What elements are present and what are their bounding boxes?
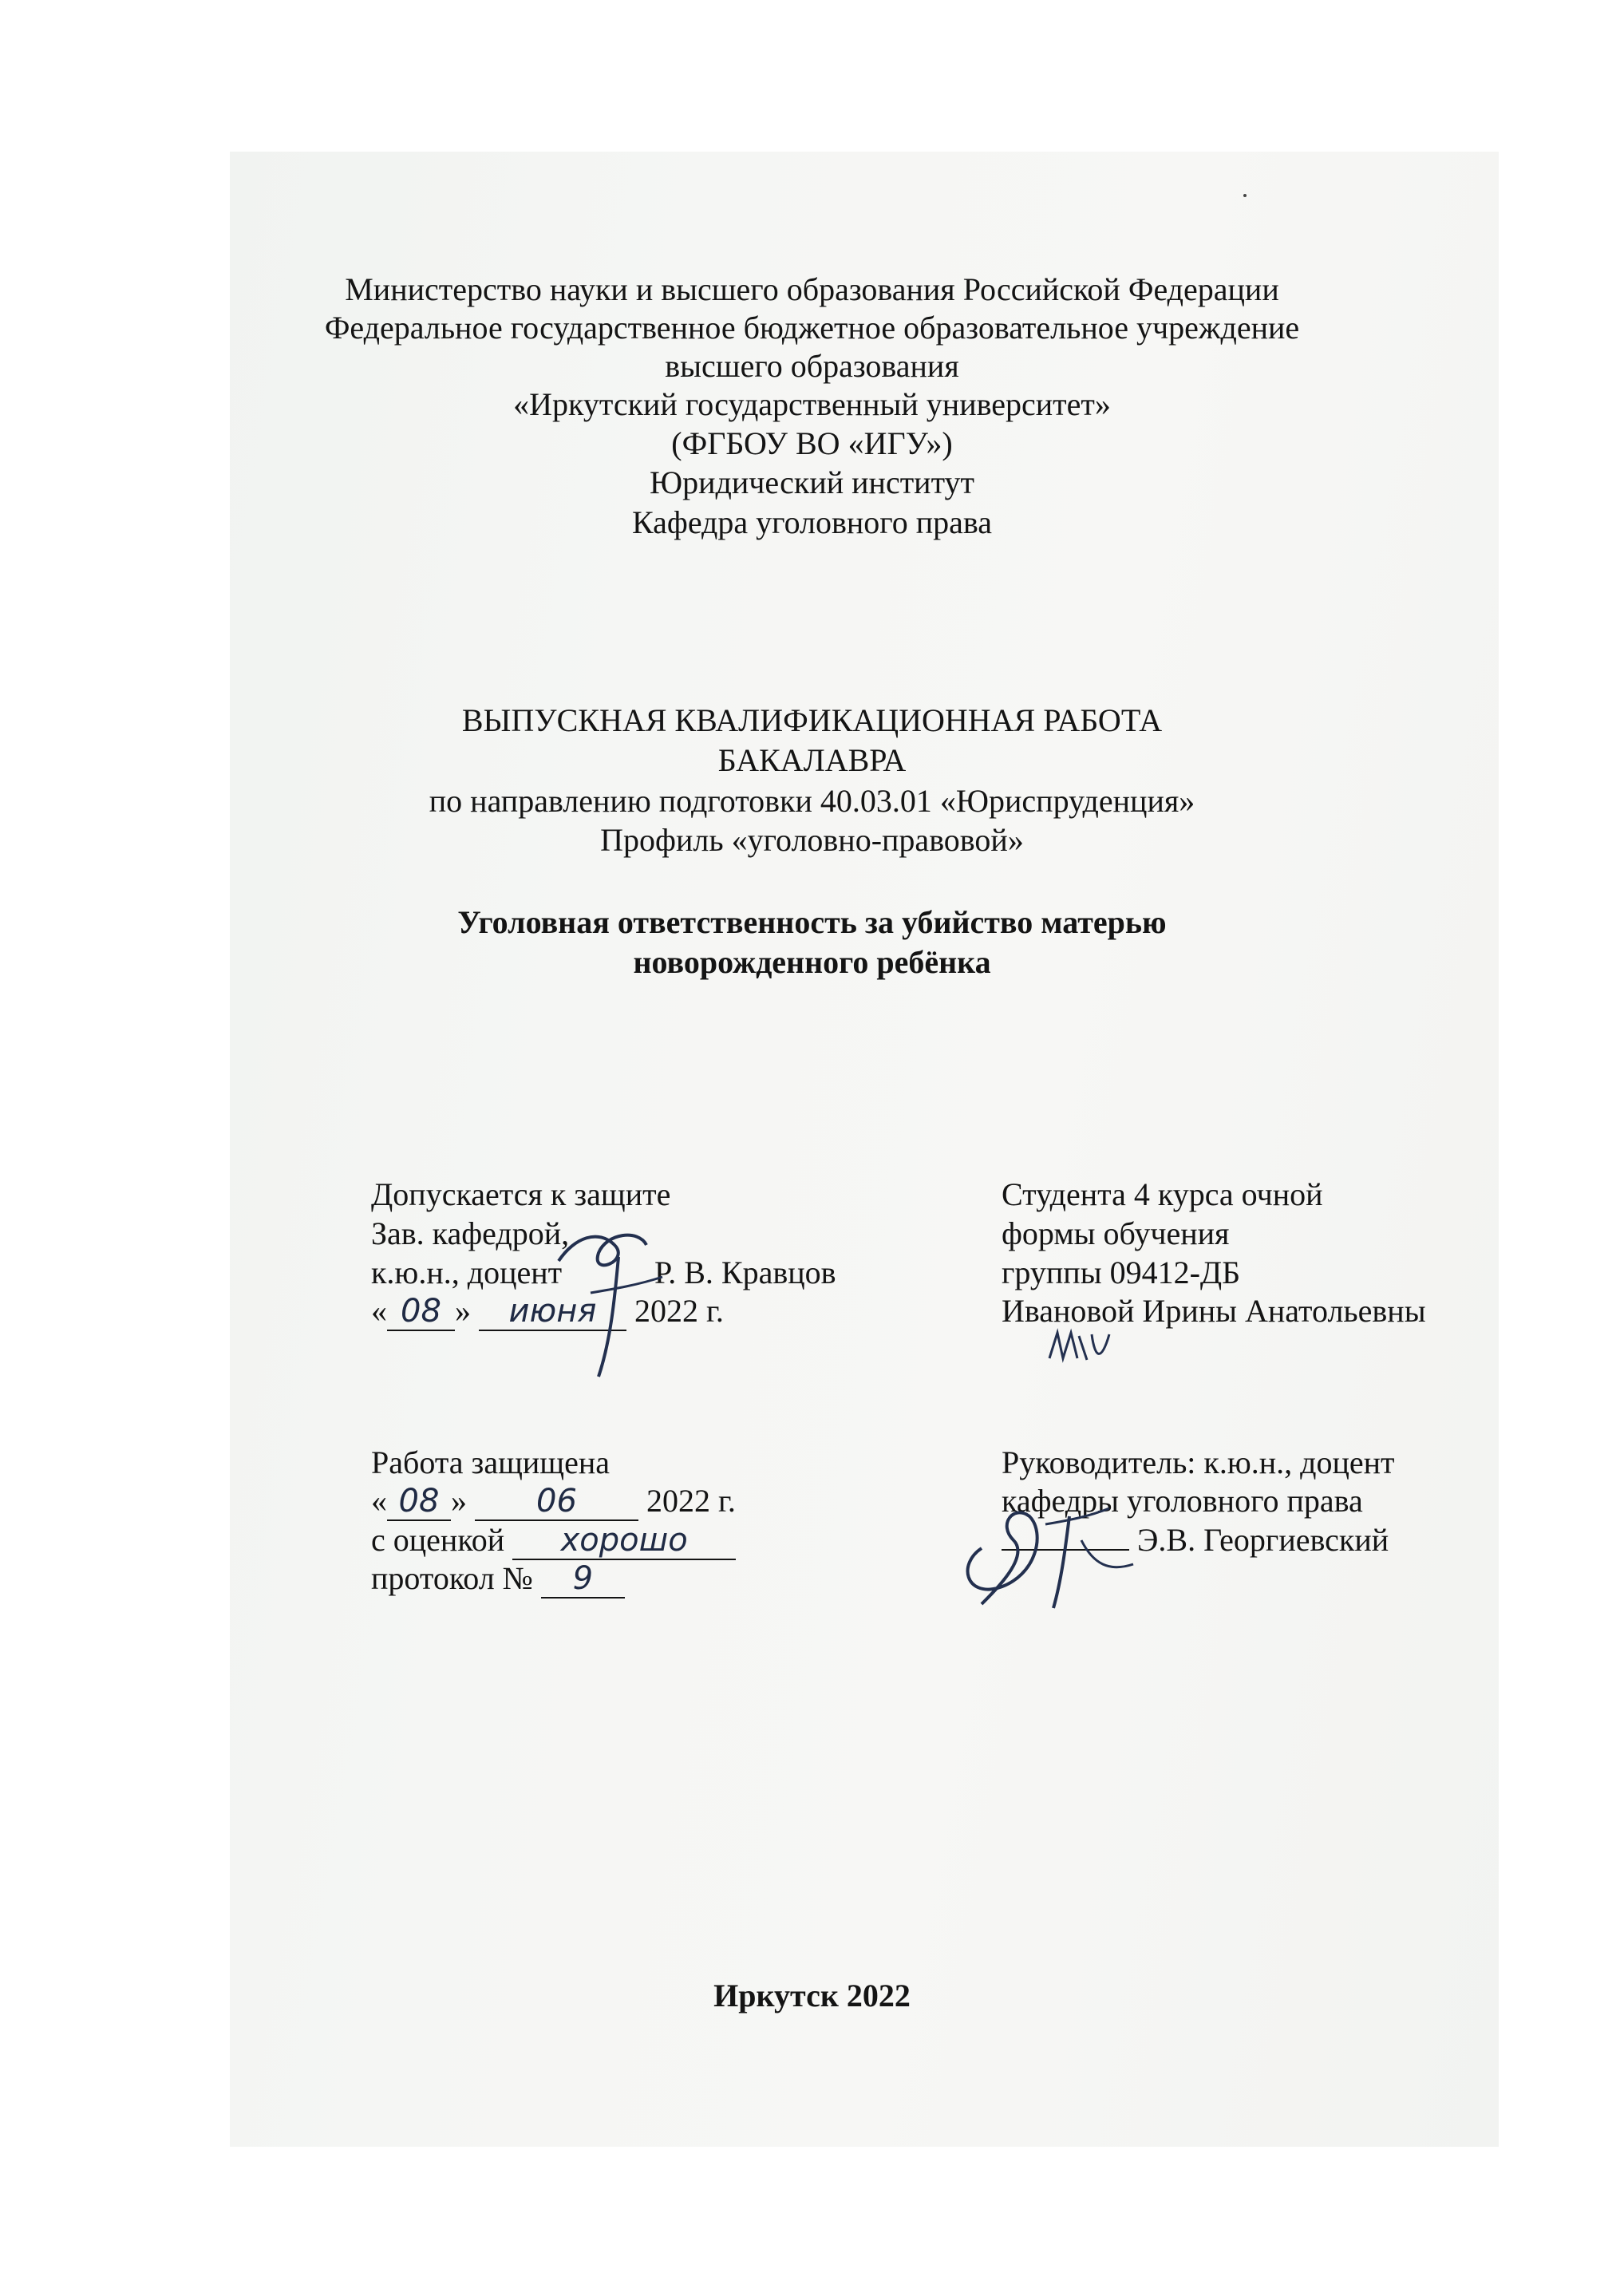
institution-line-2: высшего образования xyxy=(665,348,959,384)
defense-date: « 08 » 06 2022 г. xyxy=(371,1483,736,1519)
grade-value: хорошо xyxy=(512,1522,736,1560)
supervisor-signature xyxy=(950,1492,1157,1612)
city-year: Иркутск 2022 xyxy=(713,1978,911,2013)
speck xyxy=(1243,194,1247,197)
defense-label: Работа защищена xyxy=(371,1444,610,1480)
institute-name: Юридический институт xyxy=(649,464,975,500)
head-name: Р. В. Кравцов xyxy=(654,1255,836,1290)
admission-date: « 08 » июня 2022 г. xyxy=(371,1293,724,1330)
institution-line-1: Федеральное государственное бюджетное образовательное учреждение xyxy=(324,310,1300,346)
university-abbreviation: (ФГБОУ ВО «ИГУ») xyxy=(671,425,953,461)
head-signature xyxy=(543,1221,678,1381)
work-type-line-1: ВЫПУСКНАЯ КВАЛИФИКАЦИОННАЯ РАБОТА xyxy=(461,702,1163,738)
supervisor-name: Э.В. Георгиевский xyxy=(1137,1522,1389,1558)
defense-date-day: 08 xyxy=(387,1483,451,1521)
protocol-line xyxy=(371,1560,625,1599)
supervisor-line-2: кафедры уголовного права xyxy=(1002,1483,1363,1519)
student-line-2: формы обучения xyxy=(1002,1215,1230,1251)
protocol-value: 9 xyxy=(541,1560,625,1599)
ministry-line: Министерство науки и высшего образования Российской Федерации xyxy=(345,271,1279,307)
student-line-1: Студента 4 курса очной xyxy=(1002,1176,1323,1212)
admission-date-year: 2022 г. xyxy=(634,1293,724,1329)
direction-line: по направлению подготовки 40.03.01 «Юриспруденция» xyxy=(429,783,1195,819)
student-signature xyxy=(1045,1326,1117,1374)
thesis-title-line-1: Уголовная ответственность за убийство матерью xyxy=(457,904,1167,940)
admission-date-day: 08 xyxy=(387,1293,455,1331)
head-title: к.ю.н., доцент xyxy=(371,1255,563,1290)
student-name: Ивановой Ирины Анатольевны xyxy=(1002,1293,1426,1329)
profile-line: Профиль «уголовно-правовой» xyxy=(600,822,1024,858)
protocol-label: протокол № xyxy=(371,1560,533,1596)
defense-date-month: 06 xyxy=(475,1483,638,1521)
defense-date-year: 2022 г. xyxy=(646,1483,736,1519)
head-label: Зав. кафедрой, xyxy=(371,1215,570,1251)
university-name: «Иркутский государственный университет» xyxy=(513,386,1111,422)
thesis-title-line-2: новорожденного ребёнка xyxy=(633,944,991,980)
admission-label: Допускается к защите xyxy=(371,1176,671,1212)
admission-date-month: июня xyxy=(479,1293,626,1331)
work-type-line-2: БАКАЛАВРА xyxy=(717,742,907,778)
student-group: группы 09412-ДБ xyxy=(1002,1255,1241,1290)
supervisor-line-1: Руководитель: к.ю.н., доцент xyxy=(1002,1444,1395,1480)
department-name: Кафедра уголовного права xyxy=(632,504,992,540)
grade-line xyxy=(371,1522,736,1560)
grade-label: с оценкой xyxy=(371,1522,505,1558)
